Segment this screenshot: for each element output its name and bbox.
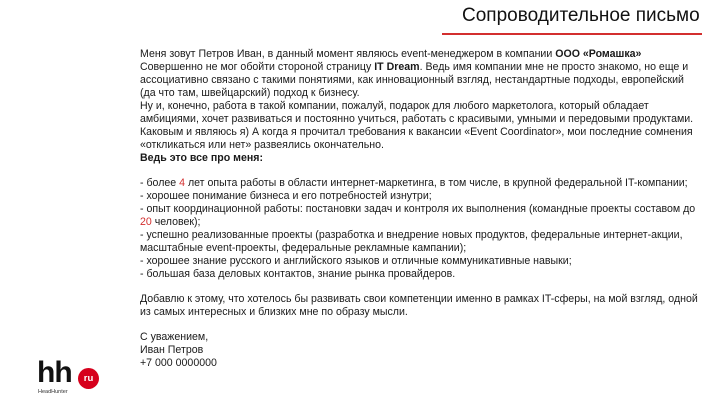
signature-name: Иван Петров — [140, 344, 204, 356]
page-title: Сопроводительное письмо — [462, 5, 700, 26]
title-underline — [442, 33, 702, 35]
list-item — [140, 203, 700, 229]
logo-subtitle: HeadHunter — [38, 389, 68, 395]
motivation-paragraph: Ну и, конечно, работа в такой компании, пожалуй, подарок для любого маркетолога, который обладает амбициями, хочет развиваться и постоянно учиться, работать с красивыми, умными и передовыми продуктами. Каковым и являюсь я) А когда я прочитал требования к вакансии «Event Coordinator», мои последние сомнения «откликаться или нет» развеялись окончательно. — [140, 100, 694, 151]
skills-heading-text: Ведь это все про меня: — [140, 152, 263, 164]
list-item-text: - более — [140, 177, 180, 189]
headhunter-logo — [37, 356, 107, 402]
list-item: - большая база деловых контактов, знание рынка провайдеров. — [140, 268, 456, 280]
list-item-text: - опыт координационной работы: постановки задач и контроля их выполнения (командные проекты составом до — [140, 203, 696, 215]
closing-paragraph: Добавлю к этому, что хотелось бы развивать свои компетенции именно в рамках IT-сферы, на мой взгляд, одной из самых интересных и близких мне по образу мысли. — [140, 293, 698, 318]
logo-mark: hh — [37, 356, 72, 389]
spacer — [140, 281, 700, 293]
spacer — [140, 165, 700, 177]
intro-text: Меня зовут Петров Иван, в данный момент являюсь event-менеджером в компании — [140, 48, 556, 60]
skills-heading — [140, 152, 700, 165]
company-name: ООО «Ромашка» — [555, 48, 642, 60]
intro-text-2: Совершенно не мог обойти стороной страницу — [140, 61, 375, 73]
years-number: 4 — [179, 177, 186, 189]
page-name: IT Dream — [374, 61, 420, 73]
list-item-text: лет опыта работы в области интернет-маркетинга, в том числе, в крупной федеральной IT-компании; — [185, 177, 688, 189]
team-size-number: 20 — [140, 216, 152, 228]
list-item — [140, 177, 700, 190]
list-item: - хорошее понимание бизнеса и его потребностей изнутри; — [140, 190, 432, 202]
list-item: - успешно реализованные проекты (разработка и внедрение новых продуктов, федеральные интернет-акции, масштабные event-проекты, федеральные рекламные кампании); — [140, 229, 683, 254]
intro-paragraph — [140, 48, 700, 100]
letter-body — [140, 48, 700, 370]
signature-phone: +7 000 0000000 — [140, 357, 217, 369]
spacer — [140, 319, 700, 331]
logo-badge: ru — [78, 368, 99, 389]
intro-text-3: . Ведь имя компании мне не просто знакомо, но еще и ассоциативно связано с такими понятиями, как инновационный взгляд, нестандартные подходы, европейский (да что там, швейцарский) подход к бизнесу. — [140, 61, 689, 99]
list-item: - хорошее знание русского и английского языков и отличные коммуникативные навыки; — [140, 255, 572, 267]
signature-regards: С уважением, — [140, 331, 209, 343]
list-item-text: человек); — [151, 216, 201, 228]
